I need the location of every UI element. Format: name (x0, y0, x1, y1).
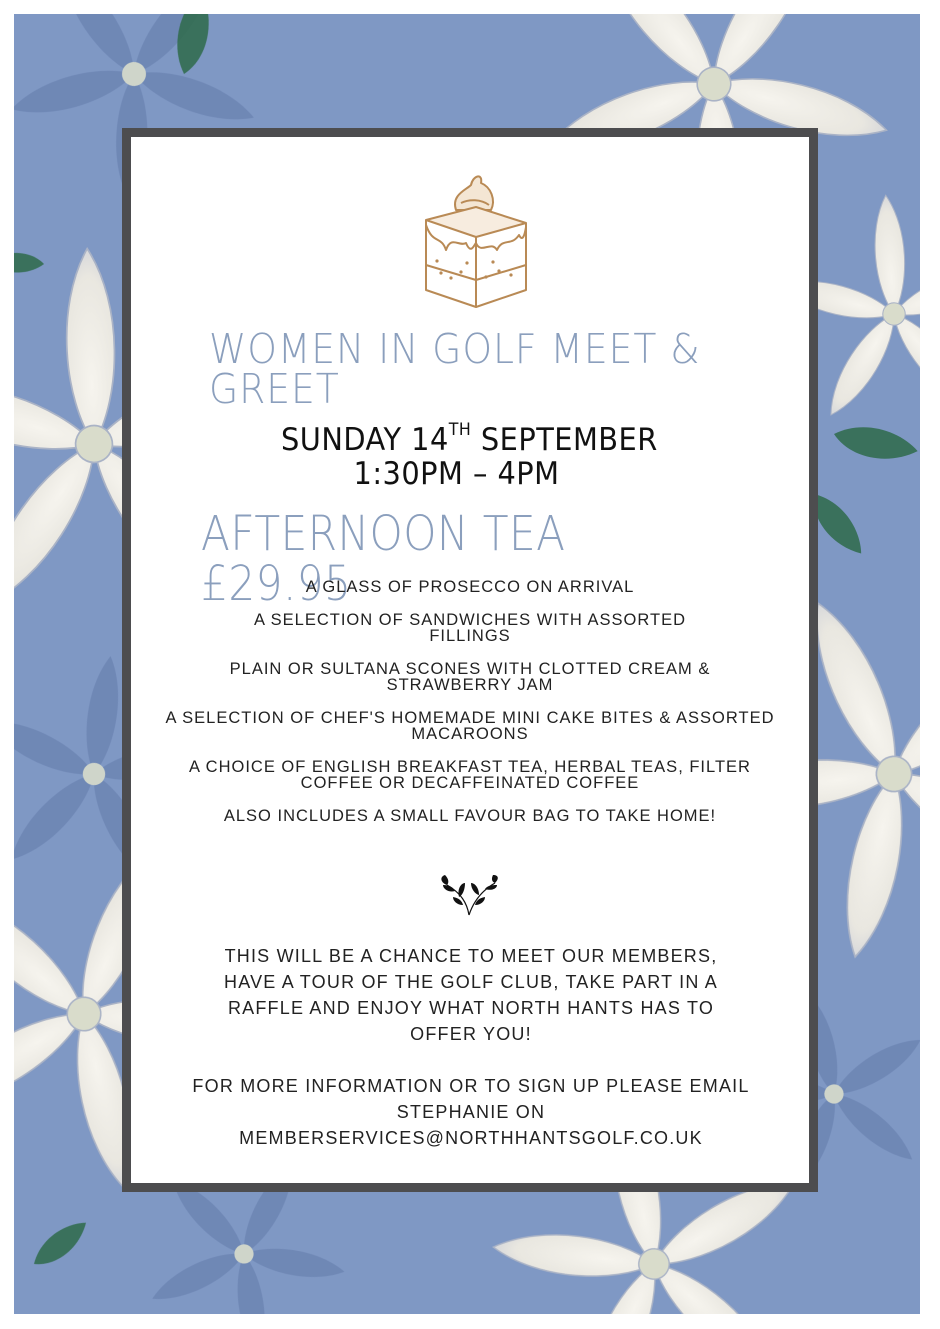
event-date-time (281, 420, 765, 492)
menu-item: ALSO INCLUDES A SMALL FAVOUR BAG TO TAKE HOME! (223, 807, 717, 825)
contact-email[interactable]: MEMBERSERVICES@NORTHHANTSGOLF.CO.UK (239, 1128, 703, 1148)
leaf-sprig-icon (437, 873, 501, 917)
event-description: THIS WILL BE A CHANCE TO MEET OUR MEMBERS, HAVE A TOUR OF THE GOLF CLUB, TAKE PART IN A RAFFLE AND ENJOY WHAT NORTH HANTS HAS TO OFFER YOU! (224, 946, 718, 1044)
menu-item: A GLASS OF PROSECCO ON ARRIVAL (305, 578, 635, 596)
event-time: 1:30PM – 4PM (353, 456, 560, 492)
menu-item: PLAIN OR SULTANA SCONES WITH CLOTTED CREAM & STRAWBERRY JAM (229, 660, 711, 694)
event-title: WOMEN IN GOLF MEET & GREET (209, 325, 701, 413)
menu-item: A SELECTION OF SANDWICHES WITH ASSORTED FILLINGS (253, 611, 686, 645)
event-card (122, 128, 818, 1192)
menu-item: A CHOICE OF ENGLISH BREAKFAST TEA, HERBAL TEAS, FILTER COFFEE OR DECAFFEINATED COFFEE (189, 758, 751, 792)
menu-list (131, 579, 809, 841)
event-date-month: SEPTEMBER (471, 422, 658, 458)
afternoon-tea-price: AFTERNOON TEA £29.95 (201, 506, 566, 612)
cupcake-icon (411, 165, 541, 315)
contact-info (181, 1073, 761, 1151)
event-date-day: SUNDAY 14 (281, 422, 449, 458)
contact-intro: FOR MORE INFORMATION OR TO SIGN UP PLEASE EMAIL STEPHANIE ON (192, 1076, 750, 1122)
event-date-suffix: TH (448, 420, 472, 440)
menu-item: A SELECTION OF CHEF'S HOMEMADE MINI CAKE BITES & ASSORTED MACAROONS (165, 709, 775, 743)
